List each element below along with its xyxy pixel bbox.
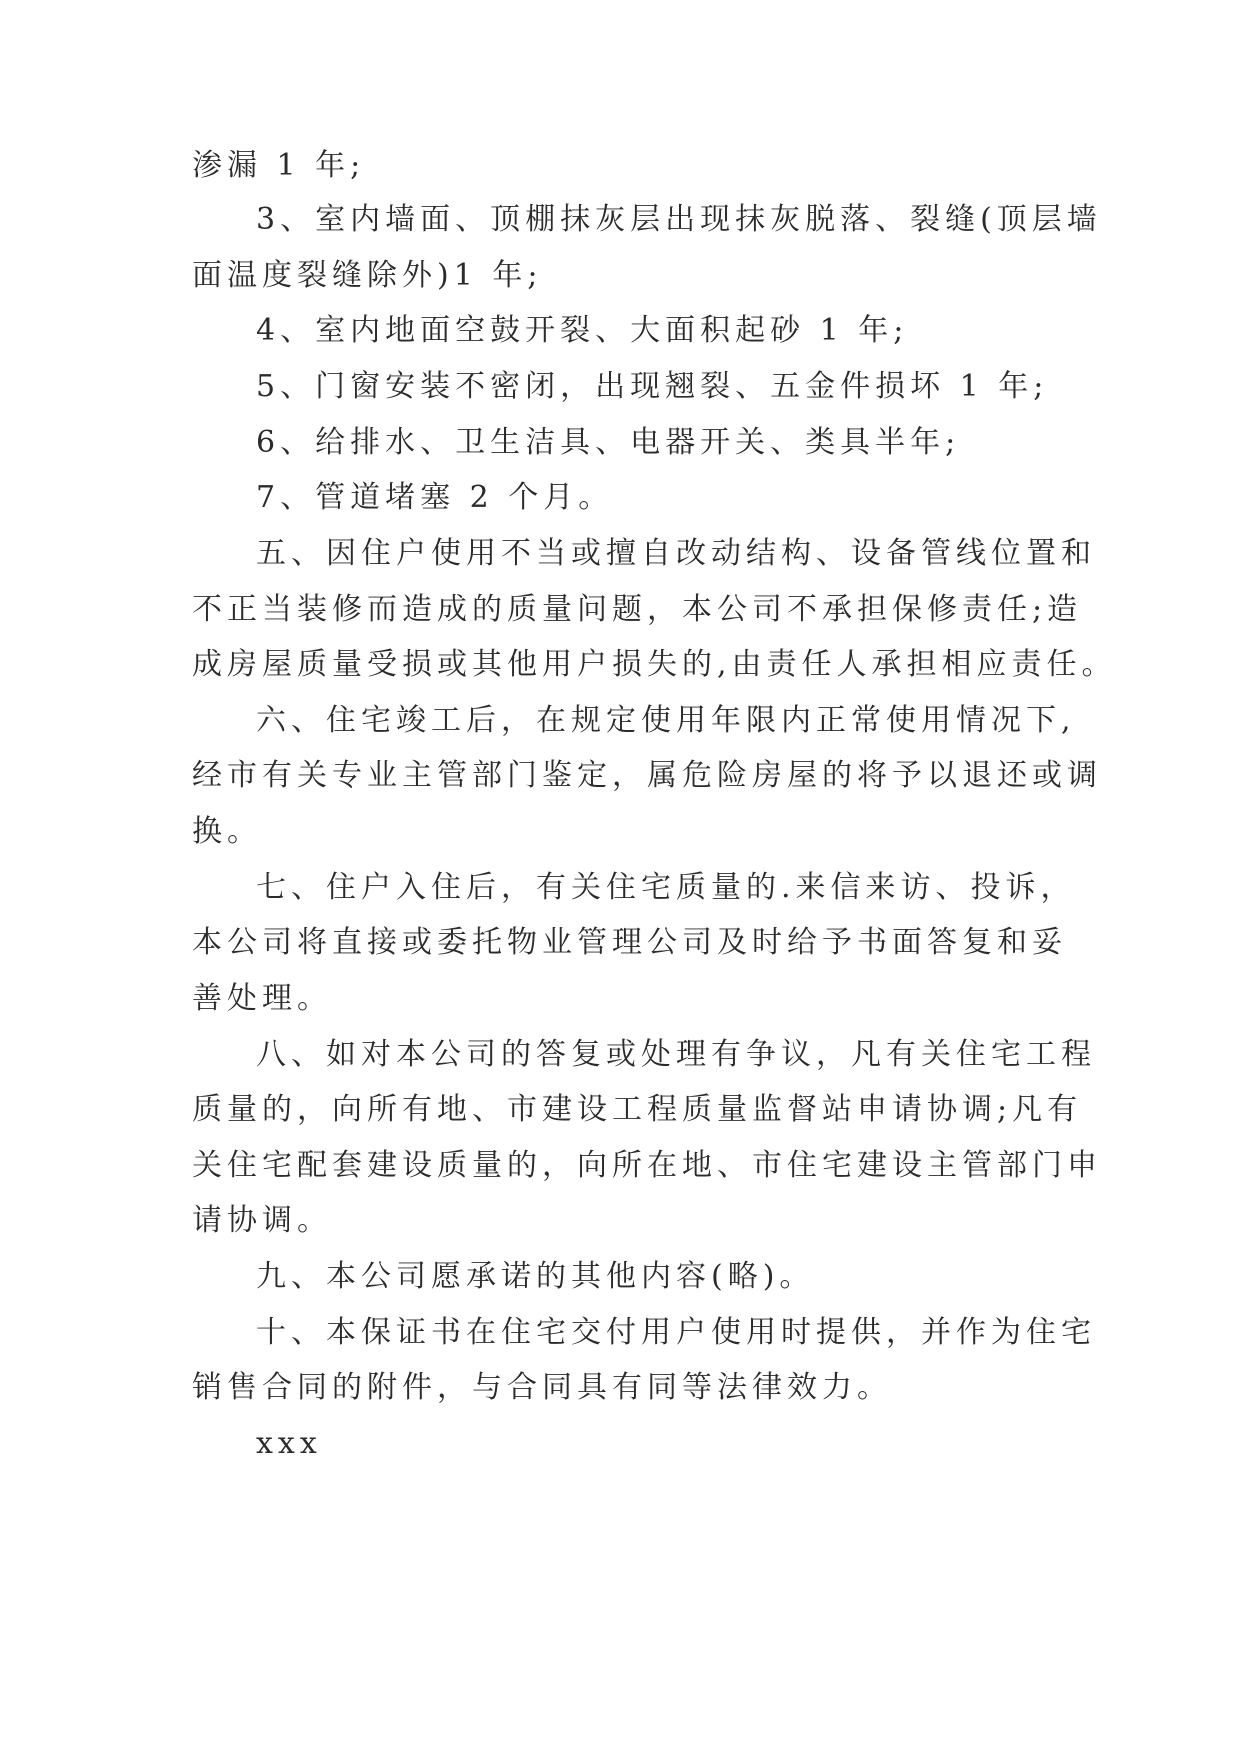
text-line: 八、如对本公司的答复或处理有争议，凡有关住宅工程 [256, 1037, 1096, 1072]
text-line: 3、室内墙面、顶棚抹灰层出现抹灰脱落、裂缝(顶层墙 [256, 202, 1102, 237]
text-line: 4、室内地面空鼓开裂、大面积起砂 1 年; [256, 313, 909, 348]
text-line: 不正当装修而造成的质量问题，本公司不承担保修责任;造 [192, 592, 1083, 627]
text-line: 六、住宅竣工后，在规定使用年限内正常使用情况下, [256, 703, 1076, 738]
text-line: 经市有关专业主管部门鉴定，属危险房屋的将予以退还或调 [192, 758, 1102, 793]
text-line: 善处理。 [192, 981, 332, 1016]
text-line: 成房屋质量受损或其他用户损失的,由责任人承担相应责任。 [192, 647, 1117, 682]
text-line: 本公司将直接或委托物业管理公司及时给予书面答复和妥 [192, 925, 1067, 960]
text-line: 面温度裂缝除外)1 年; [192, 258, 543, 293]
text-line: 7、管道堵塞 2 个月。 [256, 480, 614, 515]
text-line: 换。 [192, 814, 262, 849]
text-line: 十、本保证书在住宅交付用户使用时提供，并作为住宅 [256, 1315, 1096, 1350]
text-line: 销售合同的附件，与合同具有同等法律效力。 [192, 1370, 892, 1405]
text-line: 渗漏 1 年; [192, 148, 366, 183]
text-line: 质量的，向所有地、市建设工程质量监督站申请协调;凡有 [192, 1092, 1083, 1127]
text-line: 5、门窗安装不密闭，出现翘裂、五金件损坏 1 年; [256, 369, 1049, 404]
text-line: 九、本公司愿承诺的其他内容(略)。 [256, 1259, 815, 1294]
text-line: 关住宅配套建设质量的，向所在地、市住宅建设主管部门申 [192, 1148, 1102, 1183]
text-line: 五、因住户使用不当或擅自改动结构、设备管线位置和 [256, 536, 1096, 571]
text-line: 七、住户入住后，有关住宅质量的.来信来访、投诉， [256, 870, 1076, 905]
text-line: 6、给排水、卫生洁具、电器开关、类具半年; [256, 425, 961, 460]
text-line: 请协调。 [192, 1203, 332, 1238]
signature-text: xxx [256, 1426, 322, 1461]
